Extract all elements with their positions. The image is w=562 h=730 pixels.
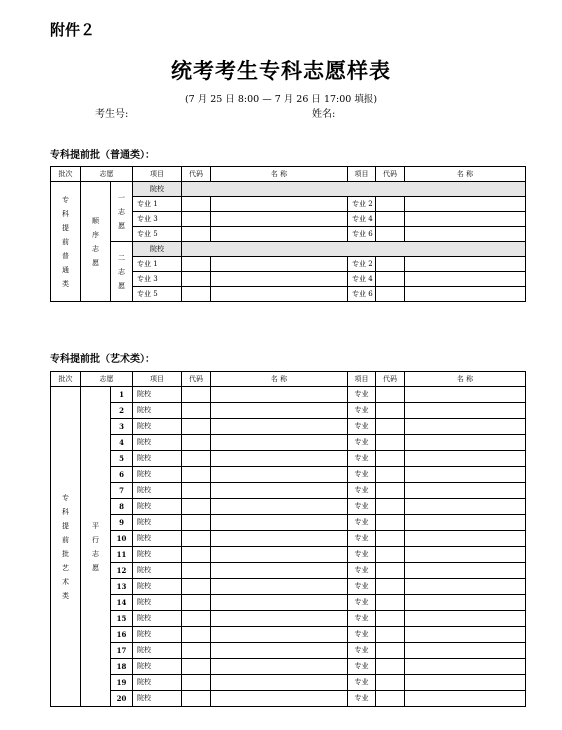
major-label: 专业 4 <box>348 212 376 227</box>
table-row <box>51 467 526 483</box>
code-field[interactable] <box>182 403 211 419</box>
row-number: 15 <box>111 611 133 627</box>
column-header: 代码 <box>182 167 211 182</box>
table-row <box>51 675 526 691</box>
column-header: 项目 <box>348 167 376 182</box>
section1-heading: 专科提前批（普通类）： <box>50 150 155 161</box>
name-field[interactable] <box>211 515 348 531</box>
major-label: 专业 6 <box>348 287 376 302</box>
major-label: 专业 5 <box>133 227 182 242</box>
name-field[interactable] <box>405 212 526 227</box>
first-choice-label: 一 志 愿 <box>111 182 133 242</box>
row-number: 16 <box>111 627 133 643</box>
major-label: 专业 <box>348 611 376 627</box>
column-header: 代码 <box>182 372 211 387</box>
major-label: 专业 <box>348 419 376 435</box>
school-label: 院校 <box>133 531 182 547</box>
code-field[interactable] <box>376 531 405 547</box>
school-label: 院校 <box>133 419 182 435</box>
order-label: 顺 序 志 愿 <box>81 182 111 302</box>
name-field[interactable] <box>211 257 348 272</box>
school-label: 院校 <box>133 627 182 643</box>
row-number: 19 <box>111 675 133 691</box>
column-header: 项目 <box>133 372 182 387</box>
code-field[interactable] <box>182 257 211 272</box>
table-row <box>51 627 526 643</box>
row-number: 6 <box>111 467 133 483</box>
code-field[interactable] <box>376 227 405 242</box>
name-field[interactable] <box>405 531 526 547</box>
row-number: 14 <box>111 595 133 611</box>
table-row <box>51 403 526 419</box>
name-field[interactable] <box>405 579 526 595</box>
code-field[interactable] <box>376 659 405 675</box>
school-label: 院校 <box>133 547 182 563</box>
attachment-label: 附件２ <box>50 21 96 39</box>
table-row <box>51 643 526 659</box>
major-label: 专业 <box>348 627 376 643</box>
school-label: 院校 <box>133 691 182 707</box>
major-label: 专业 <box>348 643 376 659</box>
code-field[interactable] <box>182 595 211 611</box>
name-field[interactable] <box>405 435 526 451</box>
table-row <box>51 595 526 611</box>
column-header: 名 称 <box>211 372 348 387</box>
column-header: 名 称 <box>405 372 526 387</box>
code-field[interactable] <box>376 563 405 579</box>
name-field[interactable] <box>405 675 526 691</box>
code-field[interactable] <box>182 547 211 563</box>
major-label: 专业 <box>348 531 376 547</box>
name-field[interactable] <box>405 547 526 563</box>
school-label: 院校 <box>133 595 182 611</box>
school-label: 院校 <box>133 403 182 419</box>
table-row <box>51 515 526 531</box>
column-header: 代码 <box>376 167 405 182</box>
code-field[interactable] <box>182 531 211 547</box>
row-number: 13 <box>111 579 133 595</box>
major-label: 专业 <box>348 691 376 707</box>
name-field[interactable] <box>211 643 348 659</box>
code-field[interactable] <box>182 419 211 435</box>
name-field[interactable] <box>211 403 348 419</box>
exam-number-label: 考生号: <box>95 109 129 120</box>
code-field[interactable] <box>376 467 405 483</box>
code-field[interactable] <box>182 579 211 595</box>
name-field[interactable] <box>405 287 526 302</box>
row-number: 2 <box>111 403 133 419</box>
major-label: 专业 1 <box>133 257 182 272</box>
school-label: 院校 <box>133 675 182 691</box>
school-field[interactable] <box>182 242 526 257</box>
column-header: 项目 <box>348 372 376 387</box>
school-label: 院校 <box>133 515 182 531</box>
table-row <box>51 659 526 675</box>
code-field[interactable] <box>376 212 405 227</box>
code-field[interactable] <box>376 627 405 643</box>
name-field[interactable] <box>405 257 526 272</box>
name-field[interactable] <box>211 419 348 435</box>
table-header-row <box>51 372 526 387</box>
code-field[interactable] <box>182 675 211 691</box>
major-label: 专业 6 <box>348 227 376 242</box>
code-field[interactable] <box>182 691 211 707</box>
major-label: 专业 2 <box>348 257 376 272</box>
name-field[interactable] <box>211 531 348 547</box>
table-row <box>51 435 526 451</box>
column-header: 志愿 <box>81 372 133 387</box>
row-number: 20 <box>111 691 133 707</box>
major-label: 专业 <box>348 579 376 595</box>
code-field[interactable] <box>182 659 211 675</box>
art-batch-table <box>50 371 526 707</box>
code-field[interactable] <box>182 212 211 227</box>
name-field[interactable] <box>405 197 526 212</box>
name-field[interactable] <box>405 272 526 287</box>
code-field[interactable] <box>182 387 211 403</box>
name-field[interactable] <box>405 419 526 435</box>
table-row <box>51 691 526 707</box>
name-field[interactable] <box>211 691 348 707</box>
row-number: 12 <box>111 563 133 579</box>
school-label: 院校 <box>133 182 182 197</box>
name-field[interactable] <box>405 499 526 515</box>
code-field[interactable] <box>376 272 405 287</box>
table-row <box>51 563 526 579</box>
table-row <box>51 451 526 467</box>
code-field[interactable] <box>376 579 405 595</box>
column-header: 代码 <box>376 372 405 387</box>
code-field[interactable] <box>182 227 211 242</box>
row-number: 4 <box>111 435 133 451</box>
table-row <box>51 499 526 515</box>
school-label: 院校 <box>133 563 182 579</box>
table-row <box>51 579 526 595</box>
name-field[interactable] <box>405 659 526 675</box>
name-field[interactable] <box>405 627 526 643</box>
school-label: 院校 <box>133 611 182 627</box>
major-label: 专业 2 <box>348 197 376 212</box>
code-field[interactable] <box>182 563 211 579</box>
column-header: 名 称 <box>211 167 348 182</box>
school-label: 院校 <box>133 467 182 483</box>
school-label: 院校 <box>133 499 182 515</box>
table-row <box>51 531 526 547</box>
name-field[interactable] <box>211 451 348 467</box>
table-row <box>51 547 526 563</box>
code-field[interactable] <box>376 643 405 659</box>
name-field[interactable] <box>211 272 348 287</box>
table-row <box>51 387 526 403</box>
school-field[interactable] <box>182 182 526 197</box>
name-field[interactable] <box>211 547 348 563</box>
code-field[interactable] <box>182 467 211 483</box>
name-field[interactable] <box>211 287 348 302</box>
name-field[interactable] <box>405 563 526 579</box>
code-field[interactable] <box>376 675 405 691</box>
row-number: 7 <box>111 483 133 499</box>
major-label: 专业 <box>348 547 376 563</box>
code-field[interactable] <box>376 451 405 467</box>
code-field[interactable] <box>182 435 211 451</box>
code-field[interactable] <box>376 257 405 272</box>
row-number: 11 <box>111 547 133 563</box>
code-field[interactable] <box>182 451 211 467</box>
code-field[interactable] <box>376 197 405 212</box>
code-field[interactable] <box>182 643 211 659</box>
name-field[interactable] <box>211 595 348 611</box>
row-number: 9 <box>111 515 133 531</box>
major-label: 专业 4 <box>348 272 376 287</box>
name-field[interactable] <box>211 563 348 579</box>
name-field[interactable] <box>405 643 526 659</box>
column-header: 名 称 <box>405 167 526 182</box>
name-field[interactable] <box>211 627 348 643</box>
code-field[interactable] <box>376 547 405 563</box>
name-field[interactable] <box>211 227 348 242</box>
column-header: 志愿 <box>81 167 133 182</box>
section2-heading: 专科提前批（艺术类）： <box>50 354 155 365</box>
row-number: 1 <box>111 387 133 403</box>
name-field[interactable] <box>405 611 526 627</box>
name-field[interactable] <box>211 611 348 627</box>
name-field[interactable] <box>211 435 348 451</box>
column-header: 批次 <box>51 372 81 387</box>
column-header: 项目 <box>133 167 182 182</box>
major-label: 专业 5 <box>133 287 182 302</box>
name-field[interactable] <box>405 595 526 611</box>
filling-period: (7 月 25 日 8:00 — 7 月 26 日 17:00 填报) <box>184 94 378 105</box>
school-label: 院校 <box>133 435 182 451</box>
school-label: 院校 <box>133 483 182 499</box>
table-row <box>51 182 526 197</box>
code-field[interactable] <box>182 197 211 212</box>
name-field[interactable] <box>405 227 526 242</box>
name-field[interactable] <box>211 467 348 483</box>
regular-batch-table <box>50 166 526 302</box>
major-label: 专业 <box>348 563 376 579</box>
name-field[interactable] <box>405 387 526 403</box>
major-label: 专业 <box>348 403 376 419</box>
code-field[interactable] <box>376 387 405 403</box>
name-field[interactable] <box>405 691 526 707</box>
row-number: 18 <box>111 659 133 675</box>
name-field[interactable] <box>211 499 348 515</box>
major-label: 专业 <box>348 515 376 531</box>
name-field[interactable] <box>405 515 526 531</box>
school-label: 院校 <box>133 387 182 403</box>
major-label: 专业 3 <box>133 212 182 227</box>
school-label: 院校 <box>133 643 182 659</box>
table-row <box>51 419 526 435</box>
row-number: 5 <box>111 451 133 467</box>
major-label: 专业 <box>348 435 376 451</box>
major-label: 专业 <box>348 467 376 483</box>
name-field[interactable] <box>211 197 348 212</box>
school-label: 院校 <box>133 659 182 675</box>
code-field[interactable] <box>182 499 211 515</box>
name-field[interactable] <box>211 579 348 595</box>
second-choice-label: 二 志 愿 <box>111 242 133 302</box>
name-field[interactable] <box>405 467 526 483</box>
page-title: 统考考生专科志愿样表 <box>171 58 391 83</box>
major-label: 专业 <box>348 499 376 515</box>
name-field[interactable] <box>211 675 348 691</box>
name-field[interactable] <box>405 403 526 419</box>
code-field[interactable] <box>182 611 211 627</box>
major-label: 专业 <box>348 387 376 403</box>
row-number: 8 <box>111 499 133 515</box>
code-field[interactable] <box>376 483 405 499</box>
name-field[interactable] <box>405 451 526 467</box>
code-field[interactable] <box>376 499 405 515</box>
name-field[interactable] <box>211 483 348 499</box>
name-field[interactable] <box>211 659 348 675</box>
row-number: 3 <box>111 419 133 435</box>
major-label: 专业 3 <box>133 272 182 287</box>
code-field[interactable] <box>376 595 405 611</box>
code-field[interactable] <box>182 287 211 302</box>
table-row <box>51 483 526 499</box>
code-field[interactable] <box>182 483 211 499</box>
row-number: 17 <box>111 643 133 659</box>
school-label: 院校 <box>133 242 182 257</box>
major-label: 专业 <box>348 659 376 675</box>
code-field[interactable] <box>376 403 405 419</box>
code-field[interactable] <box>182 515 211 531</box>
parallel-choice-label: 平 行 志 愿 <box>81 387 111 707</box>
code-field[interactable] <box>376 419 405 435</box>
school-label: 院校 <box>133 579 182 595</box>
name-field[interactable] <box>211 387 348 403</box>
code-field[interactable] <box>376 435 405 451</box>
code-field[interactable] <box>182 272 211 287</box>
name-field[interactable] <box>405 483 526 499</box>
code-field[interactable] <box>376 287 405 302</box>
major-label: 专业 <box>348 483 376 499</box>
table-row <box>51 242 526 257</box>
column-header: 批次 <box>51 167 81 182</box>
table-header-row <box>51 167 526 182</box>
name-label: 姓名: <box>312 109 336 120</box>
major-label: 专业 <box>348 675 376 691</box>
batch-label: 专 科 提 前 普 通 类 <box>51 182 81 302</box>
major-label: 专业 1 <box>133 197 182 212</box>
code-field[interactable] <box>376 515 405 531</box>
code-field[interactable] <box>182 627 211 643</box>
code-field[interactable] <box>376 611 405 627</box>
major-label: 专业 <box>348 595 376 611</box>
batch-label: 专 科 提 前 批 艺 术 类 <box>51 387 81 707</box>
school-label: 院校 <box>133 451 182 467</box>
major-label: 专业 <box>348 451 376 467</box>
code-field[interactable] <box>376 691 405 707</box>
table-row <box>51 611 526 627</box>
name-field[interactable] <box>211 212 348 227</box>
row-number: 10 <box>111 531 133 547</box>
